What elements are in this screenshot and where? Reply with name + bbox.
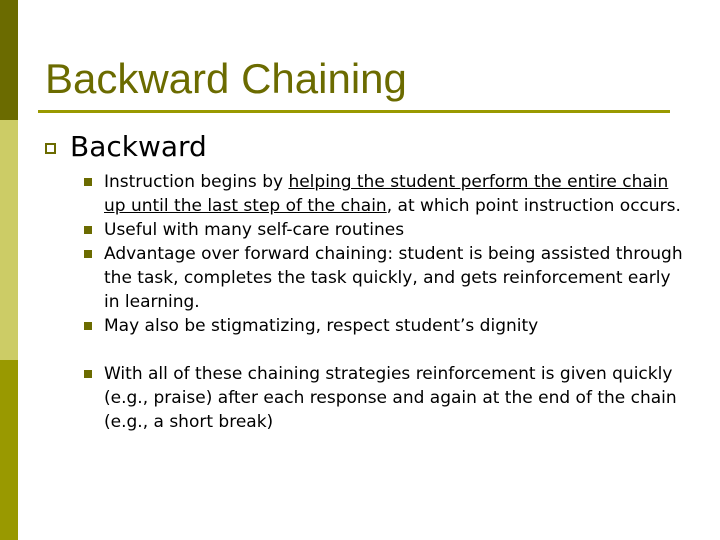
side-bar-top xyxy=(0,0,18,120)
level1-bullet-item xyxy=(45,132,207,163)
filled-square-icon xyxy=(84,178,92,186)
item-text-pre: Instruction begins by xyxy=(104,172,289,192)
item-text: With all of these chaining strategies reinforcement is given quickly (e.g., praise) after each response and again at the end of the chain (e.g., a short break) xyxy=(104,364,677,432)
list-item xyxy=(84,242,684,314)
item-text-post: , at which point instruction occurs. xyxy=(386,196,681,216)
filled-square-icon xyxy=(84,322,92,330)
filled-square-icon xyxy=(84,226,92,234)
side-bar-middle xyxy=(0,120,18,360)
list-item xyxy=(84,218,684,242)
slide-title: Backward Chaining xyxy=(45,55,407,102)
item-text-underlined: helping the student perform the entire chain up until the last step of the chain xyxy=(104,172,669,216)
list-item xyxy=(84,362,684,434)
hollow-square-icon xyxy=(45,143,56,154)
title-divider xyxy=(38,110,670,113)
filled-square-icon xyxy=(84,250,92,258)
list-item xyxy=(84,170,684,218)
item-text: Useful with many self-care routines xyxy=(104,220,405,240)
level1-text: Backward xyxy=(70,130,207,163)
list-item xyxy=(84,314,684,338)
side-bar-bottom xyxy=(0,360,18,540)
filled-square-icon xyxy=(84,370,92,378)
bullet-list xyxy=(84,170,684,434)
item-text: Advantage over forward chaining: student is being assisted through the task, completes the task quickly, and gets reinforcement early in learning. xyxy=(104,244,683,312)
item-text: May also be stigmatizing, respect student’s dignity xyxy=(104,316,539,336)
